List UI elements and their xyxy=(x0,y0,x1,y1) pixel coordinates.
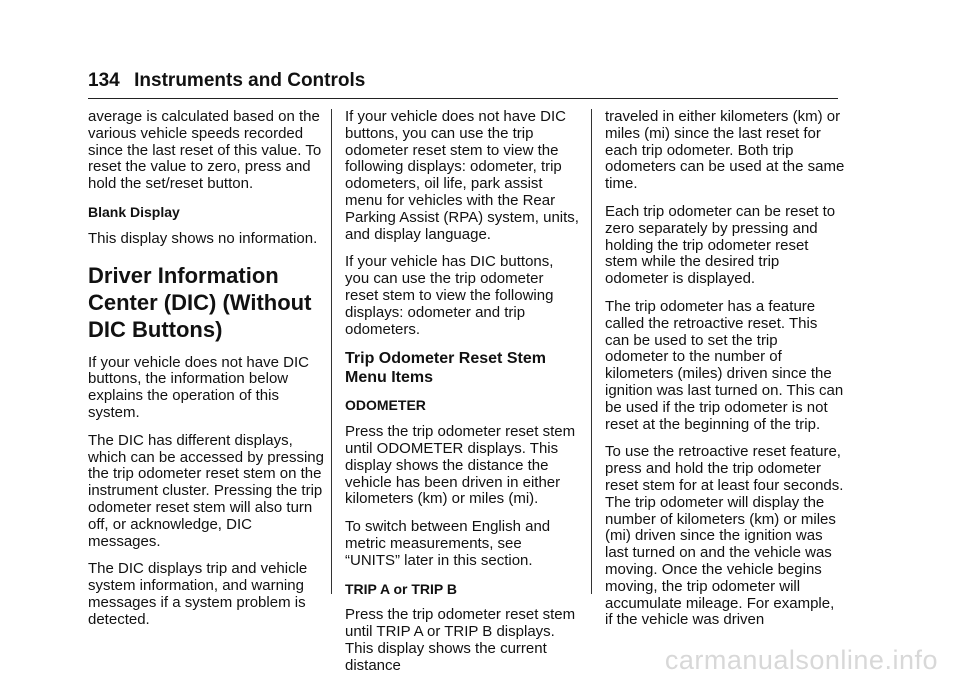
paragraph: The trip odometer has a feature called the retroactive reset. This can be used to set the trip odometer to the number of kilometers (miles) driven since the ignition was last turned on. This can be used if the trip odometer is not reset at the beginning of the trip. xyxy=(605,297,844,433)
column-divider xyxy=(331,109,332,594)
column-2 xyxy=(345,109,580,686)
page-number: 134 xyxy=(88,70,120,91)
paragraph: average is calculated based on the various vehicle speeds recorded since the last reset of this value. To reset the value to zero, press and hold the set/reset button. xyxy=(88,108,322,193)
section-heading: Driver Information Center (DIC) (Without DIC Buttons) xyxy=(88,262,312,342)
label-blank-display: Blank Display xyxy=(88,203,180,220)
header-rule xyxy=(88,98,838,99)
column-divider xyxy=(591,109,592,594)
paragraph: This display shows no information. xyxy=(88,229,318,247)
paragraph: To switch between English and metric measurements, see “UNITS” later in this section. xyxy=(345,518,551,569)
paragraph: traveled in either kilometers (km) or miles (mi) since the last reset for each trip odometer. Both trip odometers can be used at the same time. xyxy=(605,108,845,193)
label-odometer: ODOMETER xyxy=(345,397,426,414)
page-header xyxy=(88,70,838,100)
paragraph: Press the trip odometer reset stem until ODOMETER displays. This display shows the distance the vehicle has been driven in either kilometers (km) or miles (mi). xyxy=(345,423,576,508)
watermark: carmanualsonline.info xyxy=(664,645,938,675)
paragraph: If your vehicle does not have DIC buttons, the information below explains the operation of this system. xyxy=(88,353,309,421)
paragraph: The DIC has different displays, which can be accessed by pressing the trip odometer reset stem on the instrument cluster. Pressing the trip odometer reset stem will also turn off, or acknowledge, DIC messages. xyxy=(88,431,324,550)
column-1 xyxy=(88,109,328,640)
label-trip: TRIP A or TRIP B xyxy=(345,580,458,597)
paragraph: Press the trip odometer reset stem until TRIP A or TRIP B displays. This display shows the current distance xyxy=(345,606,576,674)
paragraph: If your vehicle does not have DIC buttons, you can use the trip odometer reset stem to view the following displays: odometer, trip odometers, oil life, park assist menu for vehicles with the Rear Parking Assist (RPA) system, units, and display language. xyxy=(345,108,579,243)
section-title: Instruments and Controls xyxy=(134,70,366,91)
paragraph: To use the retroactive reset feature, press and hold the trip odometer reset stem for at least four seconds. The trip odometer will display the number of kilometers (km) or miles (mi) driven since the ignition was last turned on and the vehicle was moving. Once the vehicle begins moving, the trip odometer will accumulate mileage. For example, if the vehicle was driven xyxy=(605,443,844,629)
paragraph: Each trip odometer can be reset to zero separately by pressing and holding the trip odometer reset stem while the desired trip odometer is displayed. xyxy=(605,202,836,288)
paragraph: If your vehicle has DIC buttons, you can use the trip odometer reset stem to view the following displays: odometer and trip odometers. xyxy=(345,253,554,338)
subsection-heading: Trip Odometer Reset Stem Menu Items xyxy=(345,350,546,387)
paragraph: The DIC displays trip and vehicle system information, and warning messages if a system problem is detected. xyxy=(88,560,308,628)
column-3 xyxy=(605,109,845,640)
